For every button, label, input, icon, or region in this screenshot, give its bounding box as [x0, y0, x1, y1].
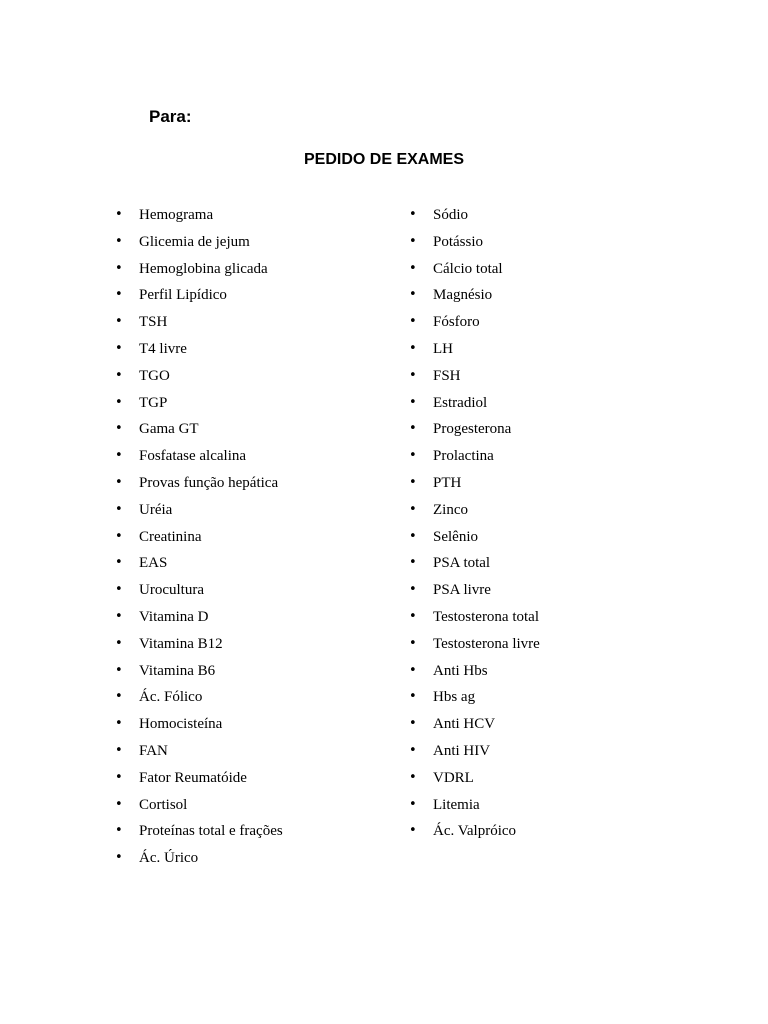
- exam-item: • Vitamina B12: [113, 631, 383, 658]
- exam-item: • Testosterona total: [407, 604, 707, 631]
- exam-item: • Fosfatase alcalina: [113, 443, 383, 470]
- recipient-label: Para:: [149, 107, 192, 126]
- exam-item: • Cálcio total: [407, 256, 707, 283]
- exam-item: • Uréia: [113, 497, 383, 524]
- exam-item: • Selênio: [407, 524, 707, 551]
- exam-list-right: [407, 202, 707, 845]
- exam-item: • EAS: [113, 550, 383, 577]
- exam-item: • Provas função hepática: [113, 470, 383, 497]
- exam-item: • Estradiol: [407, 390, 707, 417]
- exam-item: • Hemograma: [113, 202, 383, 229]
- exam-item: • Fator Reumatóide: [113, 765, 383, 792]
- exam-item: • Hbs ag: [407, 684, 707, 711]
- exam-item: • Perfil Lipídico: [113, 282, 383, 309]
- exam-item: • Anti HCV: [407, 711, 707, 738]
- exam-item: • Ác. Úrico: [113, 845, 383, 872]
- exam-item: • Proteínas total e frações: [113, 818, 383, 845]
- exam-item: • Cortisol: [113, 792, 383, 819]
- exam-item: • Gama GT: [113, 416, 383, 443]
- exam-item: • Ác. Valpróico: [407, 818, 707, 845]
- exam-item: • TGP: [113, 390, 383, 417]
- exam-item: • Progesterona: [407, 416, 707, 443]
- exam-item: • Vitamina D: [113, 604, 383, 631]
- exam-item: • Urocultura: [113, 577, 383, 604]
- exam-item: • Ác. Fólico: [113, 684, 383, 711]
- exam-list-left: [113, 202, 383, 872]
- exam-item: • Vitamina B6: [113, 658, 383, 685]
- exam-item: • VDRL: [407, 765, 707, 792]
- exam-item: • Fósforo: [407, 309, 707, 336]
- exam-item: • Magnésio: [407, 282, 707, 309]
- exam-item: • Testosterona livre: [407, 631, 707, 658]
- exam-item: • PSA livre: [407, 577, 707, 604]
- exam-item: • Creatinina: [113, 524, 383, 551]
- exam-item: • T4 livre: [113, 336, 383, 363]
- exam-item: • Homocisteína: [113, 711, 383, 738]
- exam-item: • TGO: [113, 363, 383, 390]
- exam-item: • Litemia: [407, 792, 707, 819]
- exam-item: • PTH: [407, 470, 707, 497]
- exam-item: • FAN: [113, 738, 383, 765]
- exam-item: • Hemoglobina glicada: [113, 256, 383, 283]
- exam-item: • PSA total: [407, 550, 707, 577]
- exam-item: • Sódio: [407, 202, 707, 229]
- page-title: PEDIDO DE EXAMES: [303, 151, 465, 168]
- exam-item: • Anti HIV: [407, 738, 707, 765]
- exam-item: • LH: [407, 336, 707, 363]
- exam-item: • Glicemia de jejum: [113, 229, 383, 256]
- exam-item: • Potássio: [407, 229, 707, 256]
- exam-item: • Anti Hbs: [407, 658, 707, 685]
- exam-item: • Prolactina: [407, 443, 707, 470]
- exam-item: • FSH: [407, 363, 707, 390]
- exam-item: • Zinco: [407, 497, 707, 524]
- exam-item: • TSH: [113, 309, 383, 336]
